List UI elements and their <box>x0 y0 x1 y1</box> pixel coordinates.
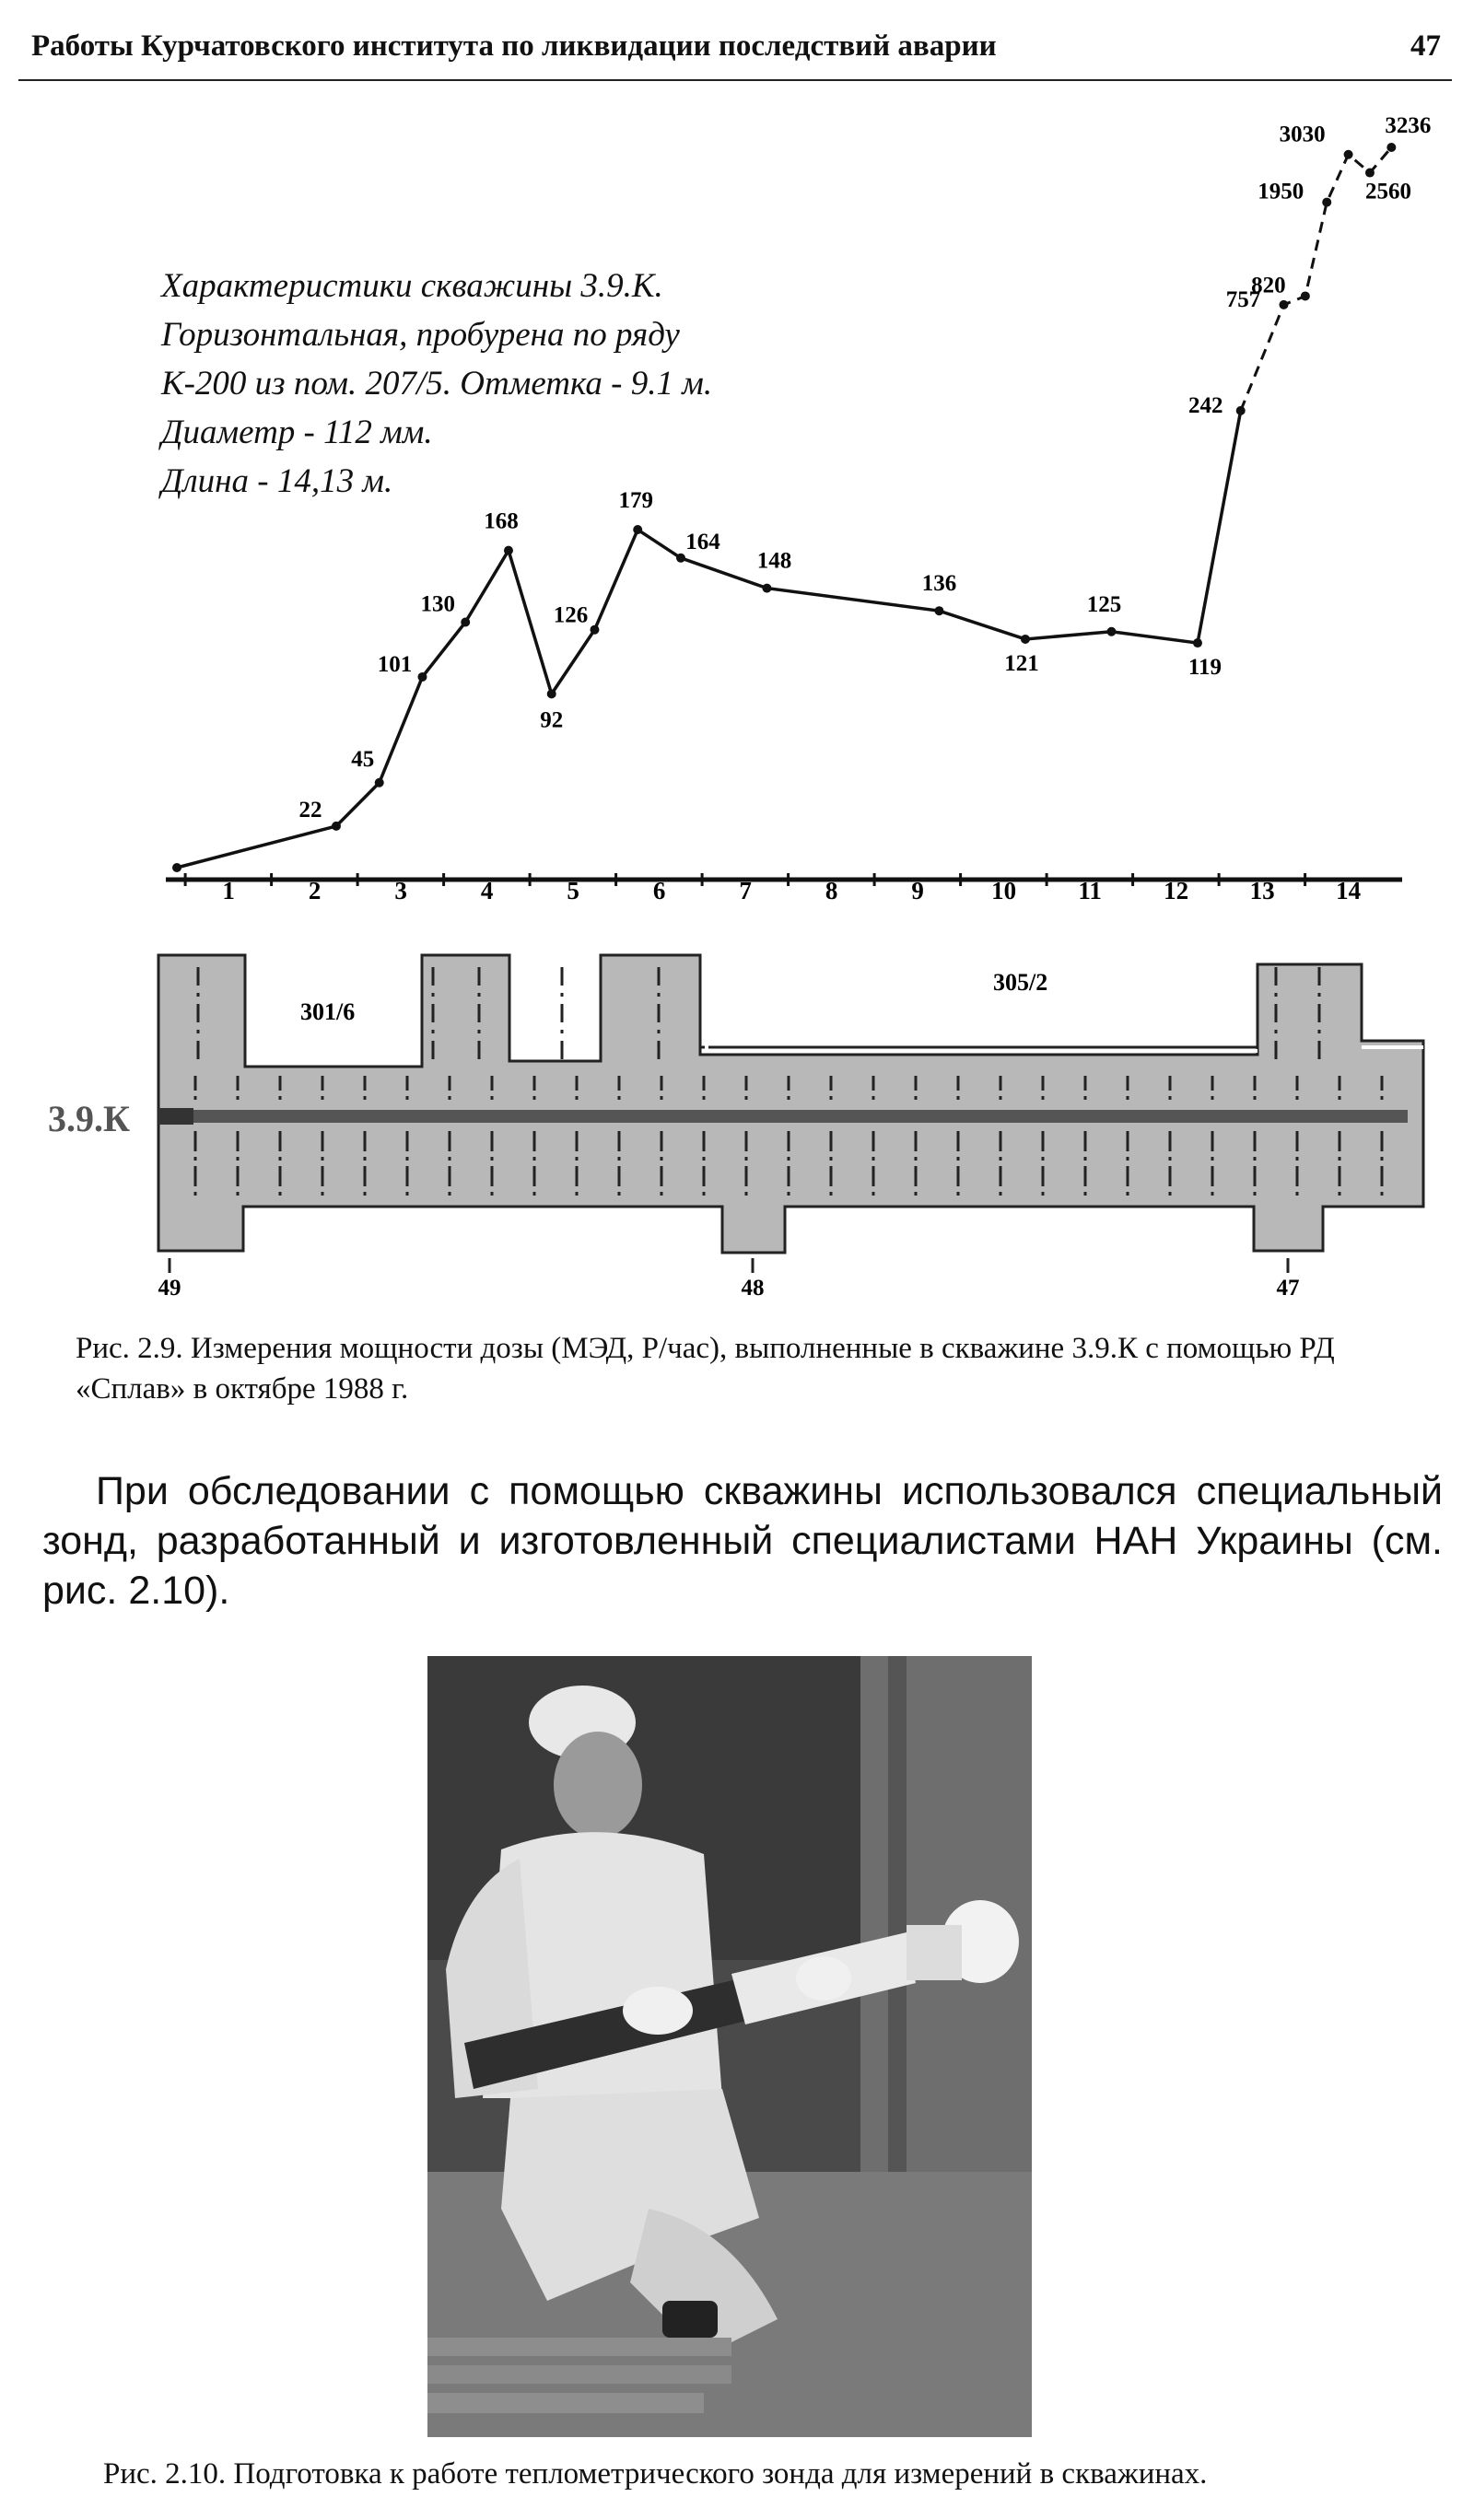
room-305-2-wall-inner <box>707 955 1258 1051</box>
data-label: 121 <box>1004 650 1039 676</box>
data-point <box>375 778 384 788</box>
axis-marker-48: 48 <box>741 1276 765 1301</box>
data-point <box>676 554 685 563</box>
room-305-2-wall <box>700 955 1258 1047</box>
x-tick-label: 14 <box>1336 877 1362 904</box>
running-title: Работы Курчатовского института по ликвидации последствий аварии <box>31 29 997 63</box>
data-label: 148 <box>756 548 792 574</box>
data-label: 45 <box>351 746 375 772</box>
data-label: 136 <box>921 571 957 597</box>
data-point <box>1386 143 1396 152</box>
data-point <box>1301 291 1310 300</box>
axis-markers <box>158 1258 1300 1301</box>
data-point <box>1322 198 1331 207</box>
data-label: 126 <box>553 602 589 628</box>
well-label: 3.9.К <box>48 1098 131 1139</box>
x-tick-label: 5 <box>567 877 579 904</box>
data-point <box>590 625 599 635</box>
data-label: 125 <box>1086 591 1122 617</box>
figure-2-9-caption: Рис. 2.9. Измерения мощности дозы (МЭД, Р/час), выполненные в скважине 3.9.К с помощью РД «Сплав» в октябре 1988 г. <box>76 1332 1335 1406</box>
data-point <box>172 863 181 872</box>
data-label: 757 <box>1225 286 1261 312</box>
info-line: Длина - 14,13 м. <box>161 462 393 500</box>
data-point <box>762 584 771 593</box>
page-number: 47 <box>1410 29 1441 63</box>
x-tick-label: 13 <box>1249 877 1275 904</box>
data-point <box>934 606 943 615</box>
room-label-301-6: 301/6 <box>300 998 356 1025</box>
data-point <box>1365 169 1375 178</box>
info-line: Характеристики скважины 3.9.К. <box>161 267 663 305</box>
data-label: 820 <box>1251 273 1286 298</box>
data-label: 179 <box>618 488 653 514</box>
axis-marker-47: 47 <box>1276 1276 1300 1301</box>
x-tick-label: 8 <box>825 877 838 904</box>
x-tick-label: 2 <box>308 877 322 904</box>
probe-photo <box>427 1656 1032 2437</box>
data-point <box>633 525 642 534</box>
well-characteristics <box>158 267 712 500</box>
data-point <box>1236 406 1246 415</box>
well-section-diagram <box>48 955 1423 1301</box>
data-point <box>1344 150 1353 159</box>
x-tick-label: 1 <box>222 877 235 904</box>
data-label: 1950 <box>1258 179 1304 204</box>
data-point <box>547 689 556 698</box>
data-label: 22 <box>298 797 322 822</box>
data-point <box>1106 627 1116 636</box>
well-mouth <box>158 1108 193 1125</box>
data-label: 92 <box>540 707 564 733</box>
data-label: 119 <box>1187 655 1222 681</box>
info-line: Диаметр - 112 мм. <box>161 414 433 451</box>
data-label: 101 <box>377 651 413 677</box>
data-label: 164 <box>685 529 720 554</box>
axis-marker-49: 49 <box>158 1276 181 1301</box>
x-tick-label: 11 <box>1078 877 1102 904</box>
x-tick-label: 10 <box>991 877 1017 904</box>
x-tick-label: 7 <box>739 877 752 904</box>
x-tick-label: 3 <box>394 877 407 904</box>
info-line: К-200 из пом. 207/5. Отметка - 9.1 м. <box>161 365 713 402</box>
data-point <box>1279 300 1288 309</box>
data-point <box>504 546 513 555</box>
data-label: 2560 <box>1364 179 1411 204</box>
body-paragraph: При обследовании с помощью скважины использовался специальный зонд, разработанный и изготовленный специалистами НАН Украины (см. рис. 2.10). <box>42 1469 1443 1613</box>
x-tick-label: 9 <box>911 877 924 904</box>
info-line: Горизонтальная, пробурена по ряду <box>161 316 680 354</box>
data-label: 3236 <box>1385 113 1432 138</box>
data-point <box>1193 638 1202 648</box>
figure-2-10-caption: Рис. 2.10. Подготовка к работе теплометрического зонда для измерений в скважинах. <box>103 2457 1208 2491</box>
data-label: 3030 <box>1279 122 1326 147</box>
room-label-305-2: 305/2 <box>993 969 1048 996</box>
x-tick-label: 12 <box>1164 877 1189 904</box>
x-tick-label: 6 <box>652 877 666 904</box>
data-point <box>461 618 470 627</box>
data-point <box>417 672 427 682</box>
data-point <box>1021 635 1030 644</box>
data-label: 130 <box>420 591 455 617</box>
data-label: 168 <box>484 508 519 534</box>
data-label: 242 <box>1187 392 1223 418</box>
x-tick-label: 4 <box>480 877 494 904</box>
data-point <box>332 822 341 831</box>
